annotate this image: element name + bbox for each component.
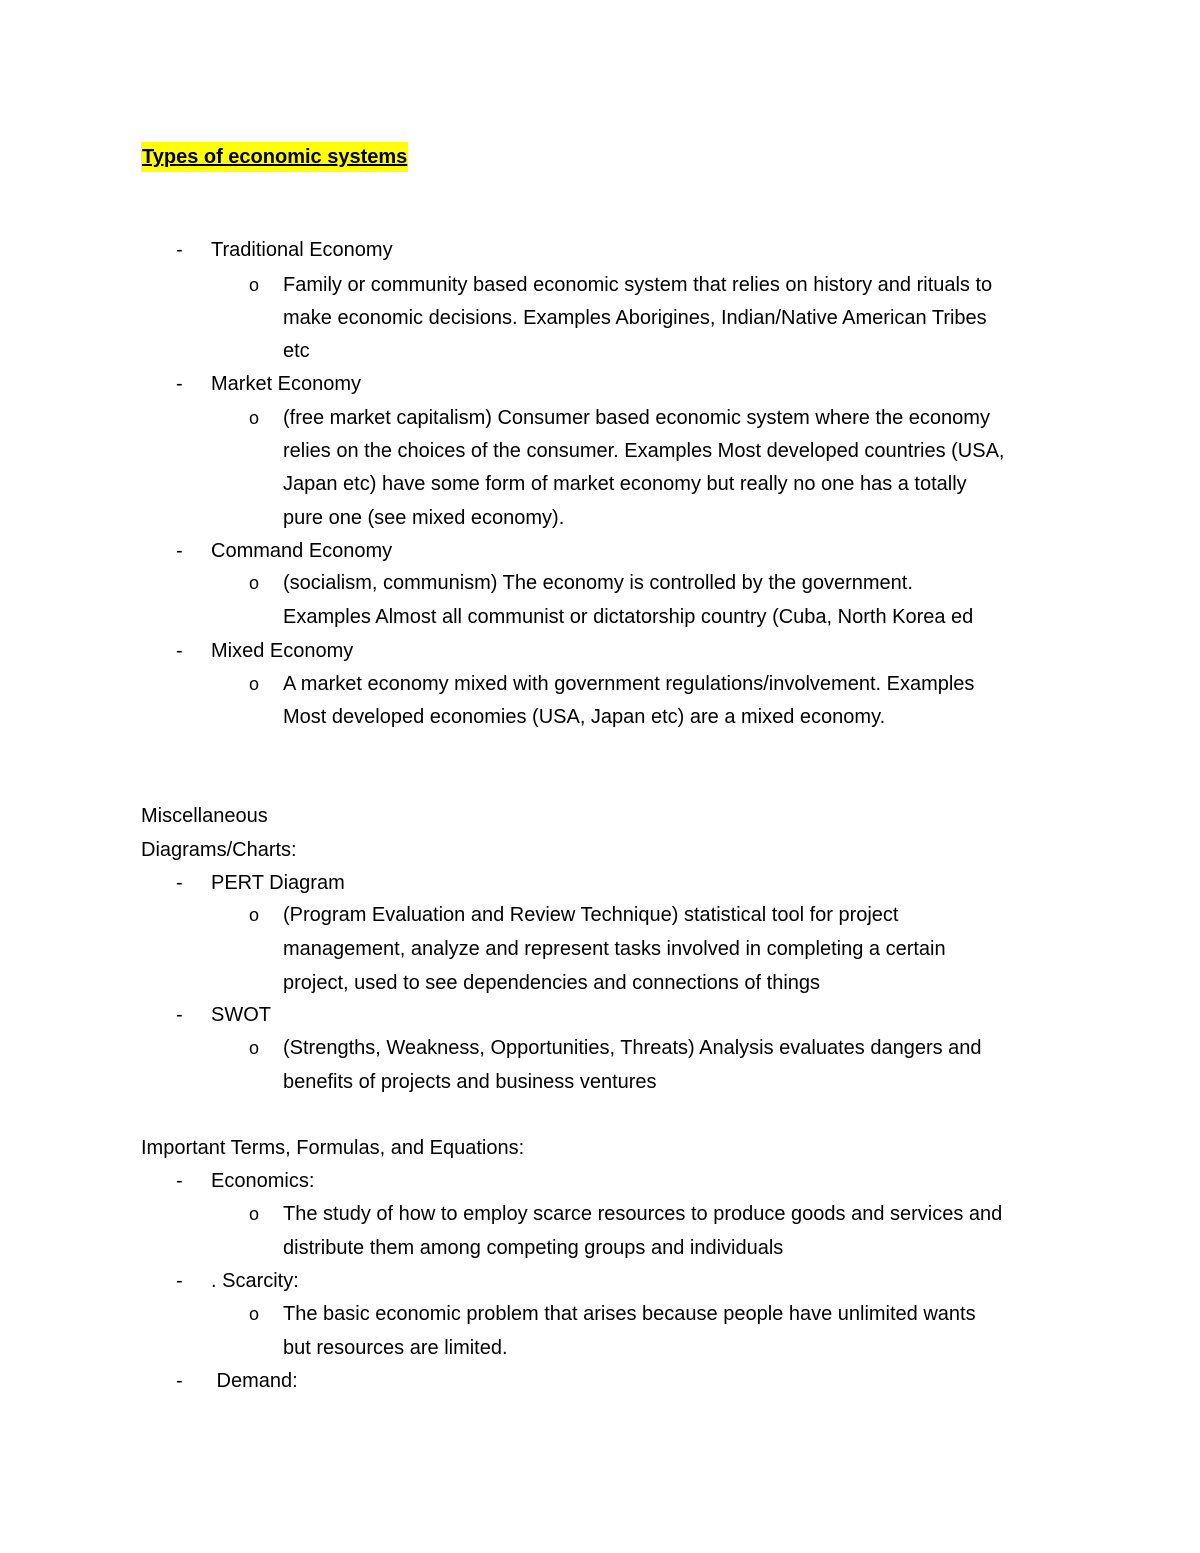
detail-line: (Strengths, Weakness, Opportunities, Threats) Analysis evaluates dangers and [283, 1037, 982, 1059]
bullet-marker: o [249, 905, 260, 925]
bullet-marker: o [249, 1304, 260, 1324]
dash-marker: - [176, 872, 183, 894]
item-demand: Demand: [211, 1370, 298, 1392]
dash-marker: - [176, 239, 183, 261]
detail-line: relies on the choices of the consumer. Examples Most developed countries (USA, [283, 440, 1005, 462]
terms-heading: Important Terms, Formulas, and Equations: [141, 1137, 525, 1159]
detail-line: etc [283, 340, 310, 362]
misc-subheading: Diagrams/Charts: [141, 839, 297, 861]
detail-line: Examples Almost all communist or dictatorship country (Cuba, North Korea ed [283, 606, 974, 628]
detail-line: management, analyze and represent tasks involved in completing a certain [283, 938, 946, 960]
item-command-economy: Command Economy [211, 540, 393, 562]
bullet-marker: o [249, 408, 260, 428]
dash-marker: - [176, 540, 183, 562]
detail-line: make economic decisions. Examples Aborigines, Indian/Native American Tribes [283, 307, 987, 329]
item-market-economy: Market Economy [211, 373, 362, 395]
detail-line: but resources are limited. [283, 1337, 508, 1359]
dash-marker: - [176, 1170, 183, 1192]
dash-marker: - [176, 1004, 183, 1026]
bullet-marker: o [249, 1038, 260, 1058]
detail-line: pure one (see mixed economy). [283, 507, 565, 529]
detail-line: Most developed economies (USA, Japan etc) are a mixed economy. [283, 706, 886, 728]
item-economics: Economics: [211, 1170, 315, 1192]
bullet-marker: o [249, 573, 260, 593]
detail-line: (free market capitalism) Consumer based economic system where the economy [283, 407, 990, 429]
detail-line: (socialism, communism) The economy is controlled by the government. [283, 572, 913, 594]
detail-line: benefits of projects and business ventures [283, 1071, 657, 1093]
detail-line: Japan etc) have some form of market economy but really no one has a totally [283, 473, 967, 495]
bullet-marker: o [249, 674, 260, 694]
dash-marker: - [176, 640, 183, 662]
detail-line: A market economy mixed with government regulations/involvement. Examples [283, 673, 975, 695]
item-mixed-economy: Mixed Economy [211, 640, 354, 662]
bullet-marker: o [249, 1204, 260, 1224]
item-pert-diagram: PERT Diagram [211, 872, 345, 894]
bullet-marker: o [249, 275, 260, 295]
page-title: Types of economic systems [141, 142, 408, 172]
dash-marker: - [176, 1370, 183, 1392]
dash-marker: - [176, 373, 183, 395]
dash-marker: - [176, 1270, 183, 1292]
detail-line: The study of how to employ scarce resources to produce goods and services and [283, 1203, 1003, 1225]
item-traditional-economy: Traditional Economy [211, 239, 393, 261]
detail-line: Family or community based economic system that relies on history and rituals to [283, 274, 993, 296]
item-scarcity: . Scarcity: [211, 1270, 299, 1292]
detail-line: (Program Evaluation and Review Technique) statistical tool for project [283, 904, 899, 926]
misc-heading: Miscellaneous [141, 805, 268, 827]
detail-line: The basic economic problem that arises because people have unlimited wants [283, 1303, 976, 1325]
detail-line: distribute them among competing groups and individuals [283, 1237, 784, 1259]
detail-line: project, used to see dependencies and connections of things [283, 972, 821, 994]
item-swot: SWOT [211, 1004, 271, 1026]
